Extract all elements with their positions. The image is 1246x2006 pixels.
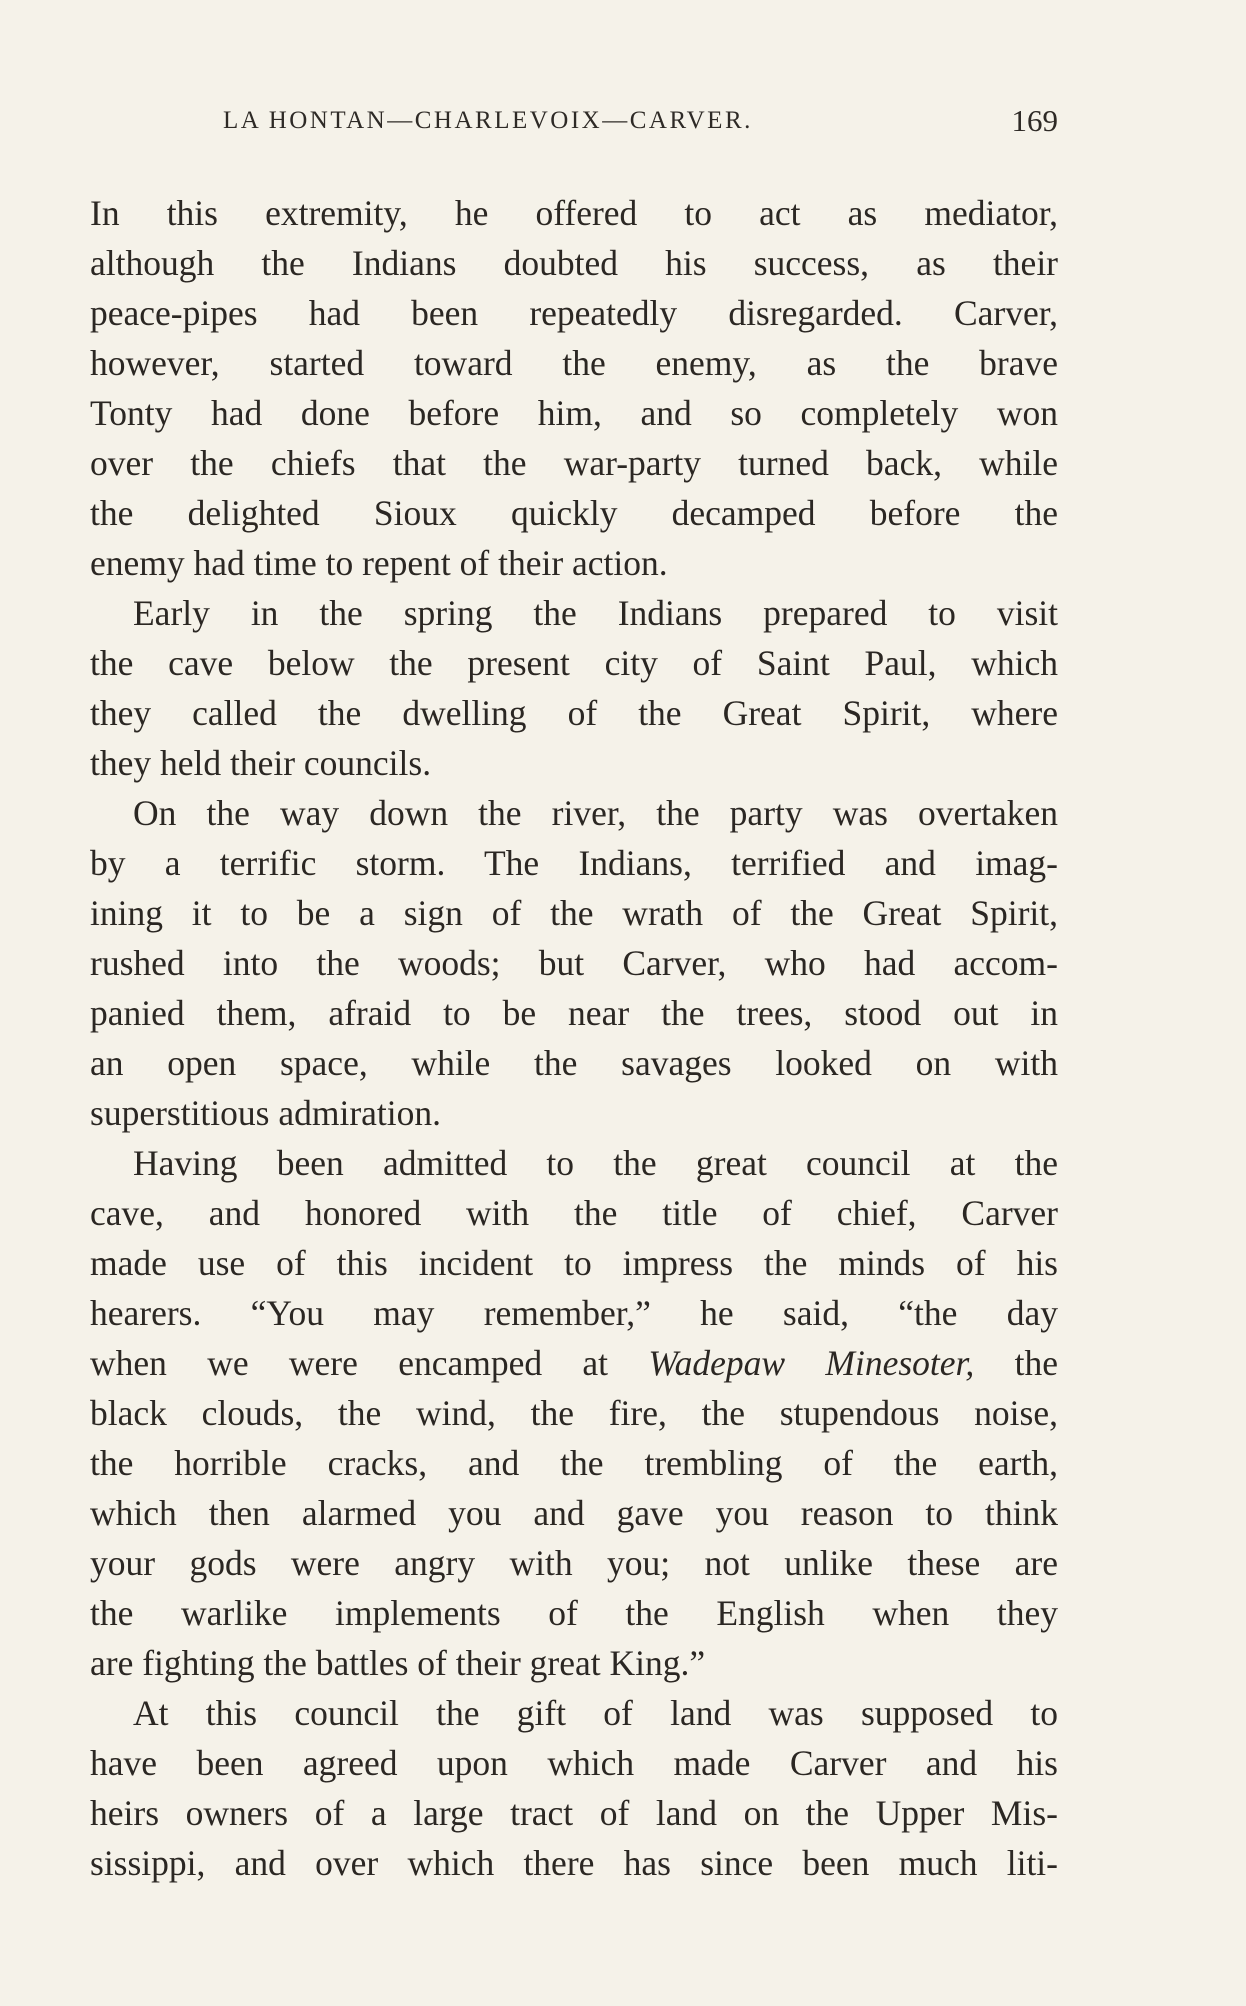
text-line: heirs owners of a large tract of land on the Upper Mis- [90,1793,1058,1833]
text-line-with-italic [90,1338,1058,1388]
text-line: which then alarmed you and gave you reason to think [90,1493,1058,1533]
text-line: sissippi, and over which there has since been much liti- [90,1843,1058,1883]
text-line: Early in the spring the Indians prepared to visit [133,593,1058,633]
text-line: hearers. “You may remember,” he said, “the day [90,1293,1058,1333]
text-line: the cave below the present city of Saint Paul, which [90,643,1058,683]
text-line: Tonty had done before him, and so completely won [90,393,1058,433]
text-line: have been agreed upon which made Carver and his [90,1743,1058,1783]
text-line: your gods were angry with you; not unlike these are [90,1543,1058,1583]
text-line: Having been admitted to the great council at the [133,1143,1058,1183]
text-line: the delighted Sioux quickly decamped before the [90,493,1058,533]
text-line: panied them, afraid to be near the trees, stood out in [90,993,1058,1033]
text-line: by a terrific storm. The Indians, terrified and imag- [90,843,1058,883]
text-line: the warlike implements of the English when they [90,1593,1058,1633]
text-line: over the chiefs that the war-party turned back, while [90,443,1058,483]
page-number: 169 [1011,103,1058,138]
text-line: At this council the gift of land was supposed to [133,1693,1058,1733]
text-line: cave, and honored with the title of chief, Carver [90,1193,1058,1233]
text-line: however, started toward the enemy, as the brave [90,343,1058,383]
text-line: they held their councils. [90,743,432,783]
text-line: are fighting the battles of their great King.” [90,1643,706,1683]
text-line: made use of this incident to impress the minds of his [90,1243,1058,1283]
text-line: although the Indians doubted his success, as their [90,243,1058,283]
text-line: On the way down the river, the party was overtaken [133,793,1058,833]
text-line: they called the dwelling of the Great Spirit, where [90,693,1058,733]
italic-place-name: Wadepaw Minesoter, [648,1343,975,1383]
text-line: the horrible cracks, and the trembling of the earth, [90,1443,1058,1483]
body-text [90,188,1058,1888]
text-segment: when we were encamped at [90,1343,609,1383]
running-title: LA HONTAN—CHARLEVOIX—CARVER. [223,107,753,134]
text-line: black clouds, the wind, the fire, the stupendous noise, [90,1393,1058,1433]
text-line: enemy had time to repent of their action. [90,543,668,583]
text-line: peace-pipes had been repeatedly disregarded. Carver, [90,293,1058,333]
text-line: an open space, while the savages looked on with [90,1043,1058,1083]
text-line: superstitious admiration. [90,1093,442,1133]
running-head [223,103,1058,147]
text-segment: the [1014,1343,1059,1383]
text-line: In this extremity, he offered to act as mediator, [90,193,1058,233]
text-line: rushed into the woods; but Carver, who had accom- [90,943,1058,983]
text-line: ining it to be a sign of the wrath of the Great Spirit, [90,893,1058,933]
